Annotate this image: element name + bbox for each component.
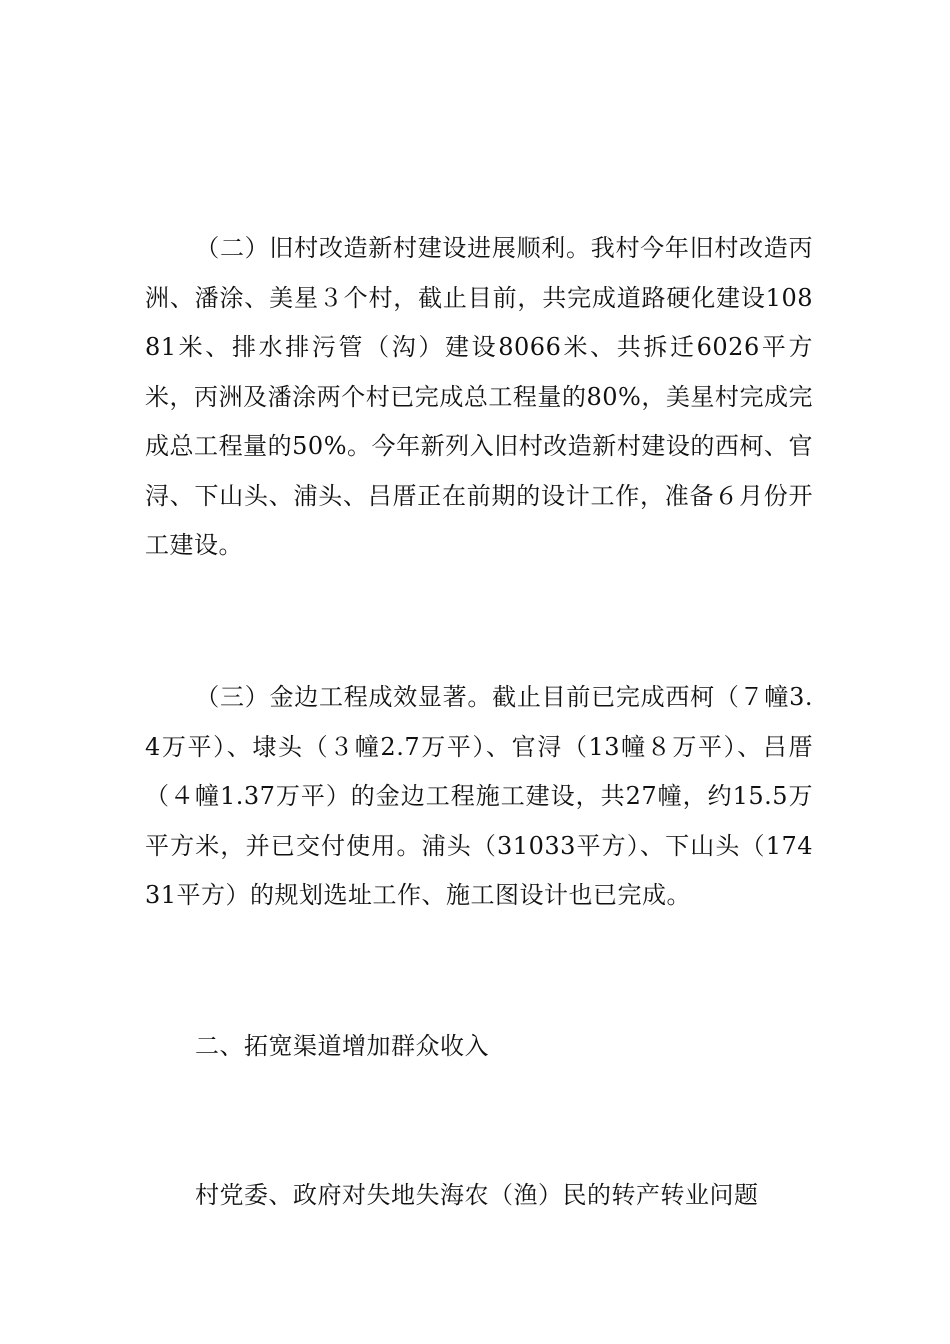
paragraph-old-village-renovation bbox=[145, 224, 813, 571]
paragraph-golden-edge-project bbox=[145, 673, 813, 921]
paragraph-employment bbox=[145, 1171, 813, 1221]
paragraph-text: 村党委、政府对失地失海农（渔）民的转产转业问题 bbox=[195, 1181, 759, 1209]
section-heading: 二、拓宽渠道增加群众收入 bbox=[195, 1032, 489, 1060]
paragraph-text: （二）旧村改造新村建设进展顺利。我村今年旧村改造丙洲、潘涂、美星３个村，截止目前，共完成道路硬化建设10881米、排水排污管（沟）建设8066米、共拆迁6026平方米，丙洲及潘涂两个村已完成总工程量的80%，美星村完成完成总工程量的50%。今年新列入旧村改造新村建设的西柯、官浔、下山头、浦头、吕厝正在前期的设计工作，准备６月份开工建设。 bbox=[145, 234, 813, 559]
paragraph-text: （三）金边工程成效显著。截止目前已完成西柯（７幢3.4万平）、埭头（３幢2.7万平）、官浔（13幢８万平）、吕厝（４幢1.37万平）的金边工程施工建设，共27幢，约15.5万平方米，并已交付使用。浦头（31033平方）、下山头（17431平方）的规划选址工作、施工图设计也已完成。 bbox=[145, 683, 813, 909]
